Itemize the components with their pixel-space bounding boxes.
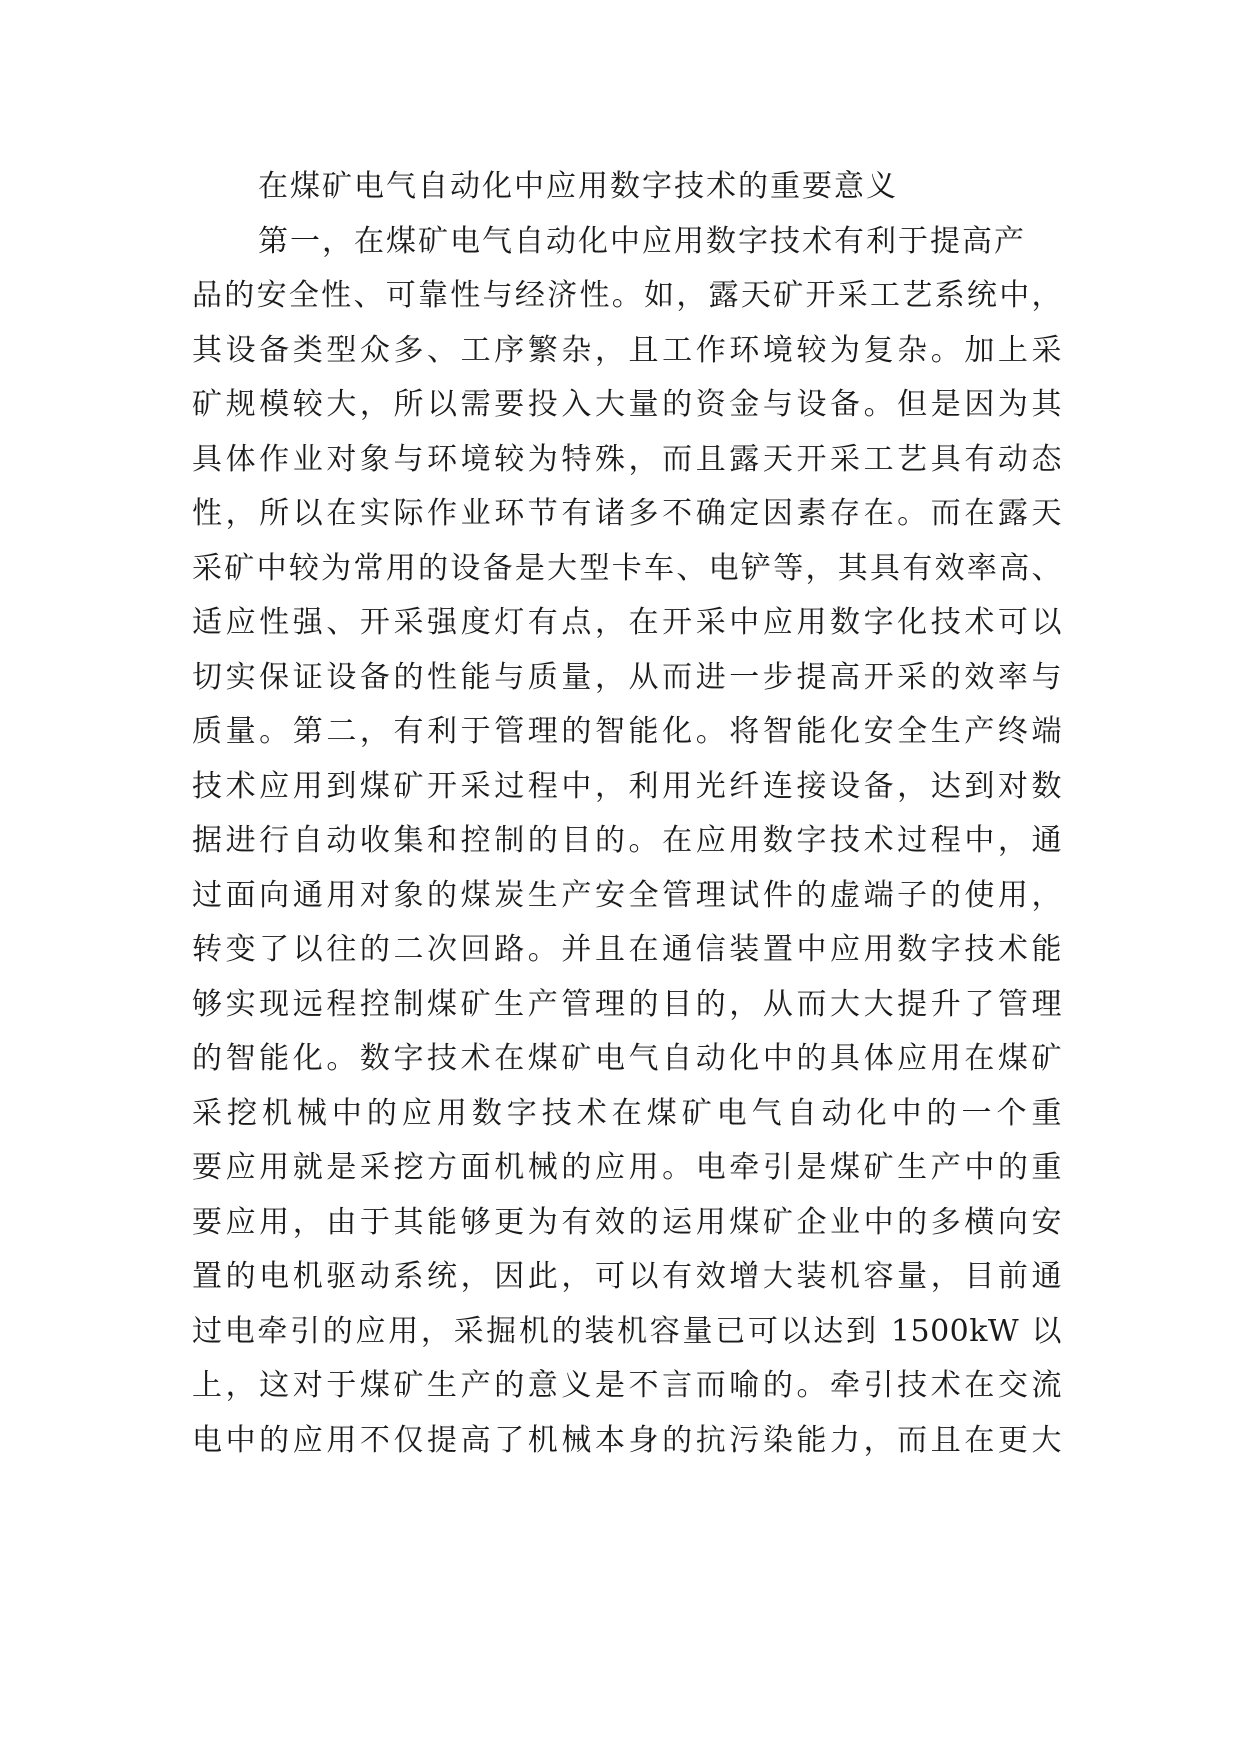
paragraph-line: 矿规模较大，所以需要投入大量的资金与设备。但是因为其 (192, 387, 1062, 422)
paragraph-line: 技术应用到煤矿开采过程中，利用光纤连接设备，达到对数 (192, 768, 1062, 804)
paragraph-line: 上，这对于煤矿生产的意义是不言而喻的。牵引技术在交流 (192, 1368, 1062, 1403)
paragraph-line: 其设备类型众多、工序繁杂，且工作环境较为复杂。加上采 (192, 332, 1062, 368)
paragraph-line: 据进行自动收集和控制的目的。在应用数字技术过程中，通 (192, 823, 1062, 858)
paragraph-line: 的智能化。数字技术在煤矿电气自动化中的具体应用在煤矿 (192, 1041, 1062, 1076)
paragraph-line: 过电牵引的应用，采掘机的装机容量已可以达到 1500kW 以 (192, 1313, 1062, 1349)
section-heading: 在煤矿电气自动化中应用数字技术的重要意义 (258, 169, 898, 204)
paragraph-line: 品的安全性、可靠性与经济性。如，露天矿开采工艺系统中， (192, 278, 1062, 313)
paragraph-line: 第一，在煤矿电气自动化中应用数字技术有利于提高产 (258, 223, 1026, 259)
paragraph-line: 转变了以往的二次回路。并且在通信装置中应用数字技术能 (192, 932, 1062, 967)
paragraph-line: 具体作业对象与环境较为特殊，而且露天开采工艺具有动态 (192, 441, 1062, 477)
paragraph-line: 过面向通用对象的煤炭生产安全管理试件的虚端子的使用， (192, 877, 1062, 913)
paragraph-line: 置的电机驱动系统，因此，可以有效增大装机容量，目前通 (192, 1259, 1062, 1294)
document-body (192, 160, 1062, 1468)
paragraph-line: 性，所以在实际作业环节有诸多不确定因素存在。而在露天 (192, 496, 1062, 531)
paragraph-line: 采挖机械中的应用数字技术在煤矿电气自动化中的一个重 (192, 1095, 1062, 1131)
paragraph-line: 适应性强、开采强度灯有点，在开采中应用数字化技术可以 (192, 605, 1062, 640)
paragraph-line: 电中的应用不仅提高了机械本身的抗污染能力，而且在更大 (192, 1422, 1062, 1458)
paragraph-line: 要应用就是采挖方面机械的应用。电牵引是煤矿生产中的重 (192, 1150, 1062, 1185)
paragraph-line: 够实现远程控制煤矿生产管理的目的，从而大大提升了管理 (192, 986, 1062, 1022)
paragraph-line: 要应用，由于其能够更为有效的运用煤矿企业中的多横向安 (192, 1204, 1062, 1240)
paragraph-line: 采矿中较为常用的设备是大型卡车、电铲等，其具有效率高、 (192, 550, 1062, 586)
paragraph-line: 质量。第二，有利于管理的智能化。将智能化安全生产终端 (192, 714, 1062, 749)
paragraph-line: 切实保证设备的性能与质量，从而进一步提高开采的效率与 (192, 659, 1062, 695)
